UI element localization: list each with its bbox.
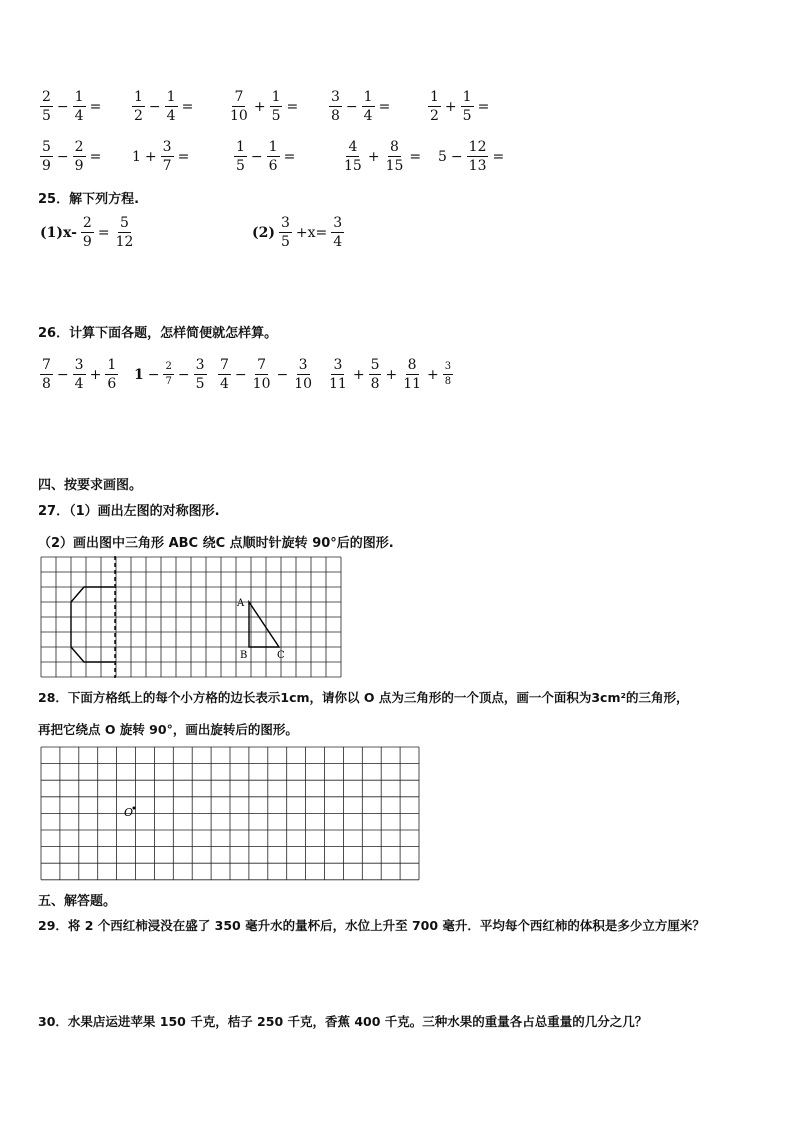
fraction: $\frac{7}{8}$: [42, 357, 51, 392]
exercise: [130, 140, 191, 173]
exercise: [232, 140, 297, 173]
operator: +: [367, 148, 380, 165]
fraction: $\frac{1}{2}$: [134, 89, 143, 124]
fraction: $\frac{5}{8}$: [370, 357, 380, 392]
fraction: $\frac{3}{4}$: [74, 357, 84, 392]
equals-sign: =: [283, 148, 296, 165]
operator: −: [177, 366, 190, 383]
equals-sign: =: [181, 98, 194, 115]
operator: −: [56, 148, 69, 165]
vertex-label-b: B: [240, 650, 248, 661]
fraction: $\frac{3}{8}$: [331, 89, 340, 124]
fraction: $\frac{1}{5}$: [462, 89, 472, 124]
q25-title: 25．解下列方程.: [38, 192, 140, 207]
equals-sign: =: [378, 98, 391, 115]
equation-middle: +x=: [295, 224, 328, 241]
fraction: $\frac{1}{4}$: [166, 89, 176, 124]
q30-text: 30．水果店运进苹果 150 千克，桔子 250 千克，香蕉 400 千克。三种水果的重量各占总重量的几分之几？: [38, 1014, 648, 1029]
q27-line-2: （2）画出图中三角形 ABC 绕C 点顺时针旋转 90°后的图形.: [38, 536, 394, 551]
q27-grid: [40, 556, 342, 680]
section-5-heading: 五、解答题。: [38, 894, 117, 909]
q29-text: 29．将 2 个西红柿浸没在盛了 350 毫升水的量杯后，水位上升至 700 毫升．平均每个西红柿的体积是多少立方厘米？: [38, 918, 705, 933]
q28-line-1: 28．下面方格纸上的每个小方格的边长表示1cm，请你以 O 点为三角形的一个顶点，画一个面积为3cm²的三角形，: [38, 690, 689, 705]
q26-expression-4: [325, 358, 455, 391]
operator: +: [253, 98, 266, 115]
equals-sign: =: [492, 148, 505, 165]
operator: +: [427, 366, 439, 383]
q28-grid: [40, 746, 422, 882]
equals-sign: =: [97, 224, 110, 241]
fraction: $\frac{12}{13}$: [468, 139, 487, 174]
fraction: $\frac{2}{9}$: [74, 139, 84, 174]
operator: +: [385, 366, 398, 383]
fraction: $\frac{3}{8}$: [444, 361, 452, 387]
q25-equation-2: [250, 216, 346, 249]
section-4-heading: 四、按要求画图。: [38, 478, 143, 493]
fraction: $\frac{1}{6}$: [268, 139, 278, 174]
vertex-label-c: C: [277, 650, 285, 661]
operator: −: [234, 366, 247, 383]
exercise: [426, 90, 491, 123]
fraction: $\frac{4}{15}$: [344, 139, 362, 174]
q28-line-2: 再把它绕点 O 旋转 90°，画出旋转后的图形。: [38, 722, 298, 737]
operator: +: [89, 366, 102, 383]
equals-sign: =: [177, 148, 190, 165]
equals-sign: =: [89, 148, 102, 165]
fraction: $\frac{2}{5}$: [42, 89, 51, 124]
q26-expression-3: [216, 358, 316, 391]
point-o-label: O: [124, 806, 134, 819]
fraction: $\frac{1}{5}$: [271, 89, 281, 124]
operator: −: [250, 148, 263, 165]
q26-expression-2: [132, 358, 209, 391]
exercise: [38, 140, 103, 173]
operator: −: [345, 98, 358, 115]
fraction: $\frac{3}{5}$: [195, 357, 205, 392]
fraction: $\frac{3}{10}$: [294, 357, 313, 392]
exercise: [436, 140, 506, 173]
equals-sign: =: [477, 98, 490, 115]
equals-sign: =: [89, 98, 102, 115]
operator: −: [56, 98, 69, 115]
exercise: [327, 90, 392, 123]
vertex-label-a: A: [237, 598, 245, 609]
fraction: $\frac{5}{9}$: [42, 139, 51, 174]
triangle-abc: [249, 602, 279, 647]
fraction: $\frac{2}{7}$: [165, 361, 172, 387]
operator: +: [444, 98, 457, 115]
exercise: [38, 90, 103, 123]
fraction: $\frac{7}{10}$: [252, 357, 271, 392]
fraction: $\frac{3}{4}$: [333, 215, 343, 250]
q27-line-1: 27．（1）画出左图的对称图形.: [38, 504, 220, 519]
operator: −: [147, 366, 160, 383]
fraction: $\frac{1}{2}$: [430, 89, 439, 124]
operator: −: [148, 98, 161, 115]
equals-sign: =: [409, 148, 422, 165]
operator: +: [352, 366, 365, 383]
q26-title: 26．计算下面各题，怎样简便就怎样算。: [38, 326, 278, 341]
operator: +: [144, 148, 157, 165]
fraction: $\frac{8}{15}$: [385, 139, 404, 174]
exercise: [130, 90, 195, 123]
q25-equation-1: [38, 216, 137, 249]
exercise: [226, 90, 300, 123]
whole-number: 1: [132, 148, 141, 165]
fraction: $\frac{3}{5}$: [281, 215, 290, 250]
operator: −: [450, 148, 463, 165]
whole-number: 1: [134, 366, 144, 383]
equation-label: (1)x-: [40, 224, 77, 241]
fraction: $\frac{1}{4}$: [363, 89, 373, 124]
operator: −: [276, 366, 289, 383]
fraction: $\frac{7}{10}$: [230, 89, 248, 124]
fraction: $\frac{7}{4}$: [220, 357, 229, 392]
fraction: $\frac{3}{7}$: [162, 139, 172, 174]
fraction: $\frac{1}{5}$: [236, 139, 245, 174]
equals-sign: =: [286, 98, 299, 115]
exercise: [340, 140, 423, 173]
fraction: $\frac{1}{4}$: [74, 89, 84, 124]
operator: −: [56, 366, 69, 383]
fraction: $\frac{2}{9}$: [82, 215, 92, 250]
whole-number: 5: [438, 148, 447, 165]
fraction: $\frac{5}{12}$: [115, 215, 134, 250]
half-shape: [71, 587, 114, 662]
fraction: $\frac{3}{11}$: [329, 357, 347, 392]
equation-label: (2): [252, 224, 275, 241]
q26-expression-1: [38, 358, 120, 391]
fraction: $\frac{8}{11}$: [403, 357, 422, 392]
fraction: $\frac{1}{6}$: [107, 357, 117, 392]
